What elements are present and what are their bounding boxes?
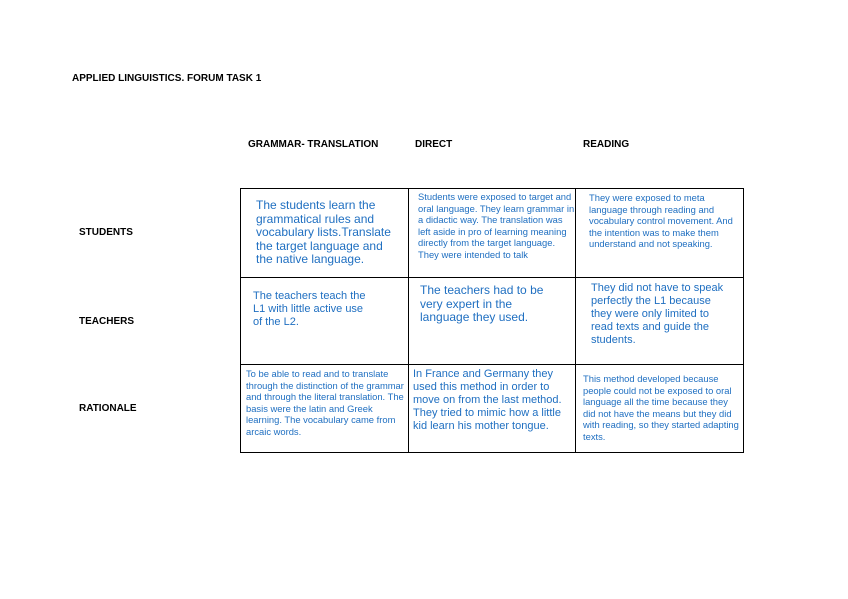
table-divider — [241, 364, 743, 365]
cell-rationale-grammar-translation: To be able to read and to translate through the distinction of the grammar and through the literal translation. The basis were the latin and Greek learning. The vocabulary came from arcaic words. — [246, 368, 404, 437]
cell-rationale-direct: In France and Germany they used this method in order to move on from the last method. They tried to mimic how a little kid learn his mother tongue. — [413, 368, 562, 432]
table-divider — [575, 189, 576, 452]
column-header-direct: DIRECT — [415, 139, 453, 150]
table-divider — [241, 277, 743, 278]
table-divider — [408, 189, 409, 452]
row-header-teachers: TEACHERS — [79, 316, 135, 327]
cell-teachers-grammar-translation: The teachers teach the L1 with little active use of the L2. — [253, 290, 366, 328]
cell-students-direct: Students were exposed to target and oral language. They learn grammar in a didactic way. The translation was left aside in pro of learning meaning directly from the target language. They were intended to talk — [418, 191, 575, 260]
methods-table — [240, 188, 744, 453]
row-header-rationale: RATIONALE — [79, 403, 137, 414]
row-header-students: STUDENTS — [79, 227, 133, 238]
cell-students-reading: They were exposed to meta language through reading and vocabulary control movement. And the intention was to make them understand and not speaking. — [589, 192, 733, 250]
document-title: APPLIED LINGUISTICS. FORUM TASK 1 — [72, 73, 262, 84]
cell-teachers-direct: The teachers had to be very expert in the language they used. — [420, 284, 544, 324]
column-header-grammar-translation: GRAMMAR- TRANSLATION — [248, 139, 379, 150]
cell-students-grammar-translation: The students learn the grammatical rules and vocabulary lists.Translate the target language and the native language. — [256, 199, 391, 266]
cell-rationale-reading: This method developed because people could not be exposed to oral language all the time because they did not have the means but they did with reading, so they started adapting texts. — [583, 373, 739, 442]
cell-teachers-reading: They did not have to speak perfectly the L1 because they were only limited to read texts and guide the students. — [591, 282, 724, 346]
column-header-reading: READING — [583, 139, 630, 150]
